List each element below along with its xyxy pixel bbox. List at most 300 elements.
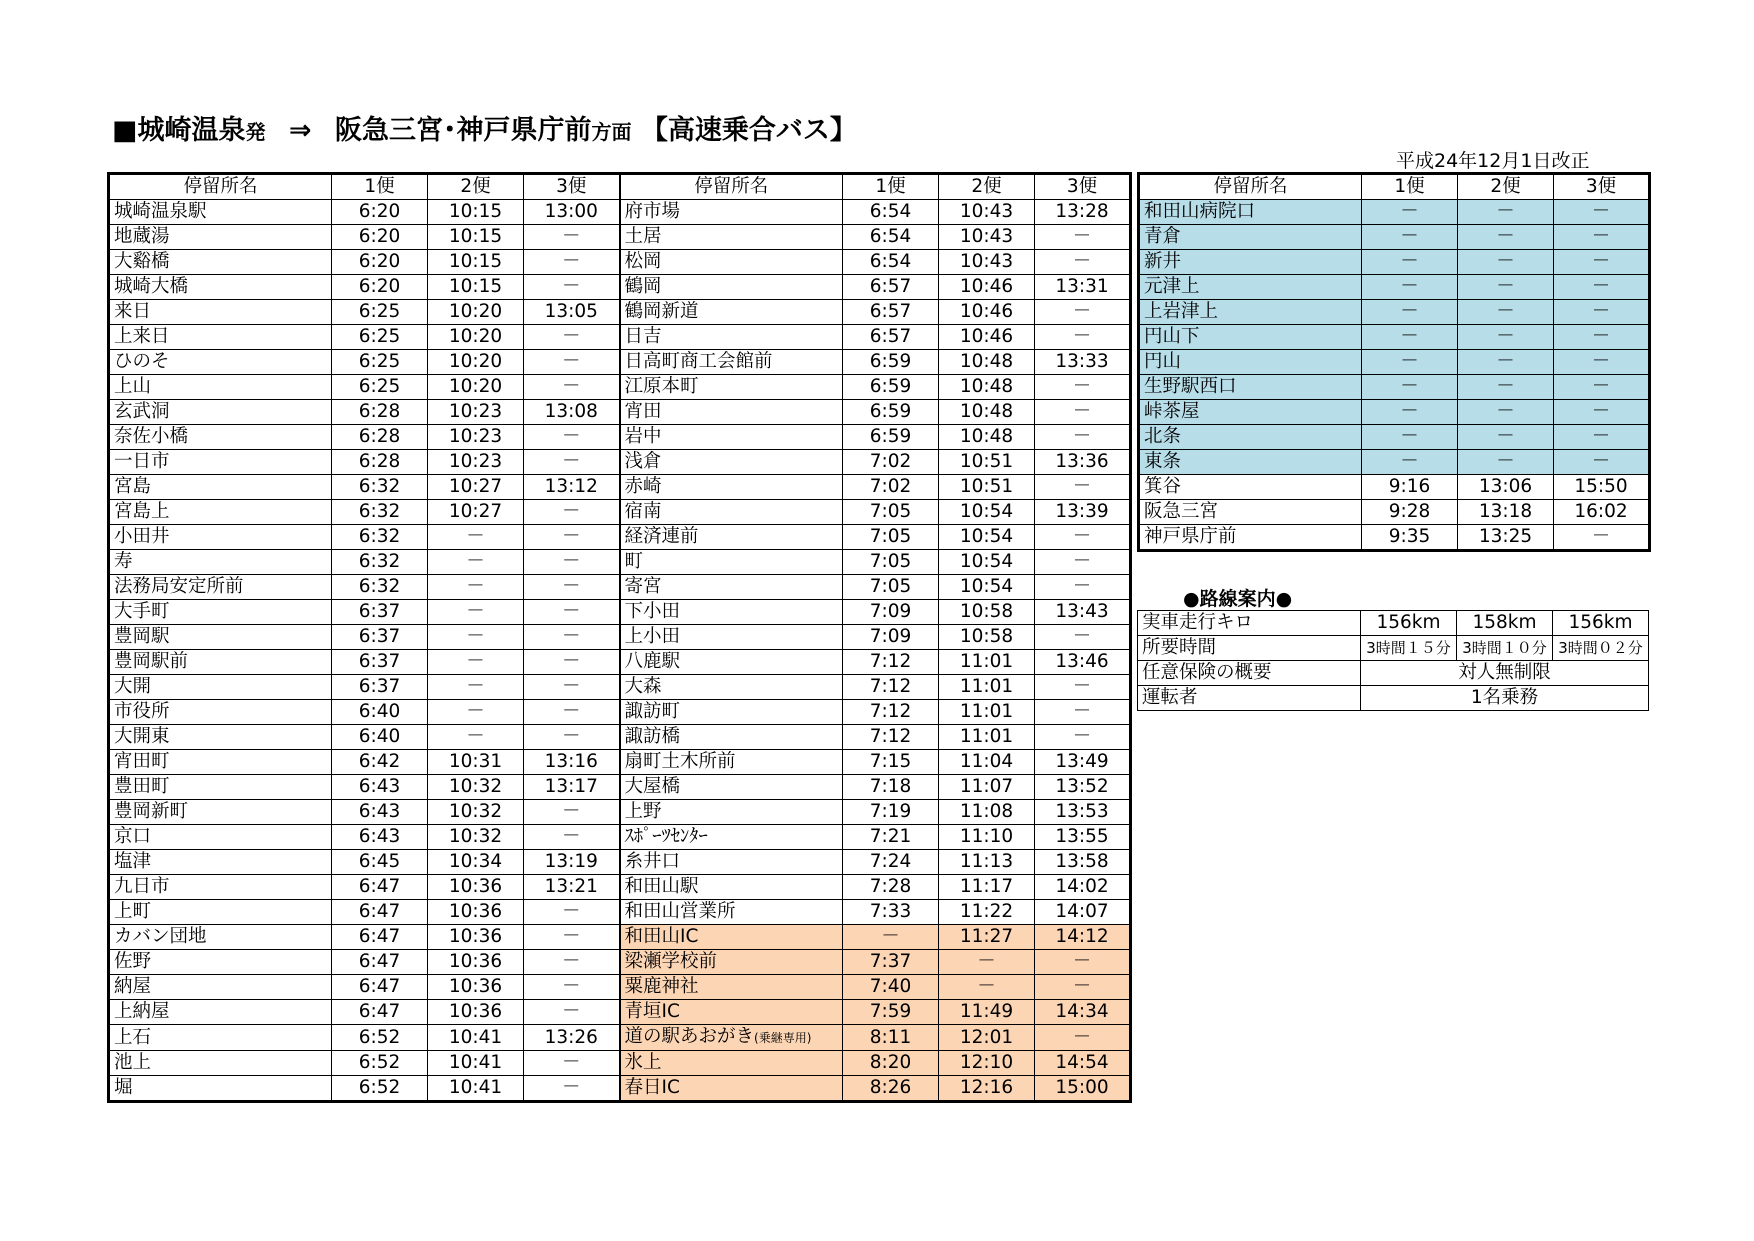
departure-time-trip-1: 6:45 — [332, 850, 428, 875]
departure-time-trip-1: 6:32 — [332, 550, 428, 575]
departure-time-trip-2: 10:54 — [939, 500, 1035, 525]
departure-time-trip-2: － — [1458, 200, 1554, 225]
departure-time-trip-2: 11:01 — [939, 675, 1035, 700]
departure-time-trip-3: 14:07 — [1035, 900, 1131, 925]
stop-name: 土居 — [620, 225, 843, 250]
departure-time-trip-2: － — [428, 625, 524, 650]
departure-time-trip-3: － — [1035, 425, 1131, 450]
title-destination: 阪急三宮･神戸県庁前 — [334, 115, 592, 146]
departure-time-trip-2: 10:36 — [428, 1000, 524, 1025]
route-info-table — [1137, 610, 1649, 711]
insurance-value: 対人無制限 — [1361, 661, 1649, 686]
stop-name: 九日市 — [109, 875, 332, 900]
departure-time-trip-2: 10:54 — [939, 575, 1035, 600]
table-row — [1139, 350, 1650, 375]
departure-time-trip-1: 6:54 — [843, 250, 939, 275]
stop-name: 粟鹿神社 — [620, 975, 843, 1000]
stop-name: 玄武洞 — [109, 400, 332, 425]
departure-time-trip-2: 10:43 — [939, 250, 1035, 275]
stop-name: 岩中 — [620, 425, 843, 450]
departure-time-trip-1: 6:32 — [332, 475, 428, 500]
departure-time-trip-3: 13:31 — [1035, 275, 1131, 300]
departure-time-trip-2: 10:58 — [939, 600, 1035, 625]
departure-time-trip-3: 13:39 — [1035, 500, 1131, 525]
departure-time-trip-3: － — [1035, 550, 1131, 575]
table-row — [109, 475, 1131, 500]
departure-time-trip-2: － — [1458, 225, 1554, 250]
table-row — [1139, 425, 1650, 450]
departure-time-trip-3: 14:54 — [1035, 1051, 1131, 1076]
table-row — [109, 325, 1131, 350]
departure-time-trip-2: 11:17 — [939, 875, 1035, 900]
departure-time-trip-2: 10:36 — [428, 925, 524, 950]
departure-time-trip-1: 7:02 — [843, 475, 939, 500]
departure-time-trip-2: － — [428, 525, 524, 550]
departure-time-trip-3: － — [1554, 225, 1650, 250]
stop-name: 生野駅西口 — [1139, 375, 1362, 400]
departure-time-trip-3: － — [1554, 200, 1650, 225]
stop-name: 梁瀬学校前 — [620, 950, 843, 975]
departure-time-trip-3: － — [1554, 250, 1650, 275]
table-row — [109, 275, 1131, 300]
page-title — [112, 108, 857, 147]
departure-time-trip-1: 6:54 — [843, 225, 939, 250]
header-trip-3: 3便 — [1554, 174, 1650, 200]
departure-time-trip-2: 10:46 — [939, 325, 1035, 350]
departure-time-trip-2: 11:01 — [939, 650, 1035, 675]
departure-time-trip-2: 13:18 — [1458, 500, 1554, 525]
departure-time-trip-1: 6:43 — [332, 775, 428, 800]
departure-time-trip-2: 10:15 — [428, 250, 524, 275]
departure-time-trip-1: 7:37 — [843, 950, 939, 975]
departure-time-trip-2: 10:27 — [428, 475, 524, 500]
departure-time-trip-2: 10:46 — [939, 275, 1035, 300]
departure-time-trip-1: 6:37 — [332, 600, 428, 625]
departure-time-trip-3: － — [1554, 350, 1650, 375]
departure-time-trip-3: 13:16 — [524, 750, 620, 775]
departure-time-trip-3: － — [524, 950, 620, 975]
stop-name: 上来日 — [109, 325, 332, 350]
departure-time-trip-3: － — [524, 625, 620, 650]
departure-time-trip-3: － — [524, 275, 620, 300]
departure-time-trip-1: 6:59 — [843, 350, 939, 375]
table-row — [109, 625, 1131, 650]
departure-time-trip-1: 6:59 — [843, 375, 939, 400]
departure-time-trip-3: 13:53 — [1035, 800, 1131, 825]
departure-time-trip-1: 6:37 — [332, 675, 428, 700]
table-row — [1139, 500, 1650, 525]
departure-time-trip-2: 10:36 — [428, 975, 524, 1000]
stop-name: 松岡 — [620, 250, 843, 275]
departure-time-trip-1: － — [1362, 300, 1458, 325]
departure-time-trip-1: 6:40 — [332, 700, 428, 725]
departure-time-trip-1: 6:47 — [332, 900, 428, 925]
departure-time-trip-1: 7:12 — [843, 700, 939, 725]
table-row — [109, 600, 1131, 625]
departure-time-trip-3: － — [1035, 225, 1131, 250]
table-row — [109, 950, 1131, 975]
departure-time-trip-1: 6:25 — [332, 375, 428, 400]
header-right-trip-2: 2便 — [939, 174, 1035, 200]
stop-name: 浅倉 — [620, 450, 843, 475]
table-row — [109, 500, 1131, 525]
departure-time-trip-1: － — [1362, 450, 1458, 475]
stop-name: 寿 — [109, 550, 332, 575]
departure-time-trip-3: － — [524, 725, 620, 750]
distance-label: 実車走行キロ — [1138, 611, 1361, 636]
driver-label: 運転者 — [1138, 686, 1361, 711]
table-row — [1139, 375, 1650, 400]
departure-time-trip-3: － — [1554, 275, 1650, 300]
stop-name: 鶴岡新道 — [620, 300, 843, 325]
departure-time-trip-2: 10:48 — [939, 375, 1035, 400]
stop-name: 京口 — [109, 825, 332, 850]
departure-time-trip-1: 6:47 — [332, 1000, 428, 1025]
departure-time-trip-2: 13:25 — [1458, 525, 1554, 551]
departure-time-trip-1: 7:21 — [843, 825, 939, 850]
departure-time-trip-1: 6:32 — [332, 500, 428, 525]
table-row — [1139, 475, 1650, 500]
stop-name: 上石 — [109, 1025, 332, 1051]
departure-time-trip-3: － — [1554, 300, 1650, 325]
departure-time-trip-2: 10:58 — [939, 625, 1035, 650]
stop-name: 上納屋 — [109, 1000, 332, 1025]
departure-time-trip-2: 10:48 — [939, 350, 1035, 375]
departure-time-trip-1: 6:57 — [843, 300, 939, 325]
stop-name: ｽﾎﾟｰﾂｾﾝﾀｰ — [620, 825, 843, 850]
departure-time-trip-2: 10:20 — [428, 375, 524, 400]
stop-name: 城崎大橋 — [109, 275, 332, 300]
departure-time-trip-3: 13:26 — [524, 1025, 620, 1051]
departure-time-trip-3: － — [524, 425, 620, 450]
departure-time-trip-2: － — [1458, 400, 1554, 425]
departure-time-trip-1: 7:12 — [843, 650, 939, 675]
departure-time-trip-1: 6:37 — [332, 650, 428, 675]
table-row — [1139, 300, 1650, 325]
departure-time-trip-2: 10:51 — [939, 450, 1035, 475]
stop-name: 町 — [620, 550, 843, 575]
departure-time-trip-3: 13:19 — [524, 850, 620, 875]
departure-time-trip-2: － — [428, 725, 524, 750]
stop-name: 上野 — [620, 800, 843, 825]
departure-time-trip-2: － — [1458, 325, 1554, 350]
departure-time-trip-2: 12:10 — [939, 1051, 1035, 1076]
departure-time-trip-2: 10:41 — [428, 1051, 524, 1076]
departure-time-trip-3: － — [524, 900, 620, 925]
departure-time-trip-1: 6:28 — [332, 450, 428, 475]
table-row — [109, 450, 1131, 475]
departure-time-trip-3: － — [524, 650, 620, 675]
table-row — [109, 1051, 1131, 1076]
stop-name: 上岩津上 — [1139, 300, 1362, 325]
departure-time-trip-1: 6:20 — [332, 250, 428, 275]
departure-time-trip-2: － — [428, 600, 524, 625]
stop-name: 諏訪橋 — [620, 725, 843, 750]
departure-time-trip-1: 6:43 — [332, 800, 428, 825]
departure-time-trip-1: 7:12 — [843, 675, 939, 700]
driver-value: 1名乗務 — [1361, 686, 1649, 711]
departure-time-trip-1: 7:15 — [843, 750, 939, 775]
departure-time-trip-2: 11:22 — [939, 900, 1035, 925]
departure-time-trip-3: 13:49 — [1035, 750, 1131, 775]
departure-time-trip-3: － — [1035, 725, 1131, 750]
stop-name: 氷上 — [620, 1051, 843, 1076]
route-distance-row — [1138, 611, 1649, 636]
departure-time-trip-1: － — [843, 925, 939, 950]
title-service: 【高速乗合バス】 — [640, 115, 857, 146]
departure-time-trip-1: 6:20 — [332, 200, 428, 225]
table-row — [1139, 250, 1650, 275]
table-row — [109, 200, 1131, 225]
departure-time-trip-3: － — [524, 225, 620, 250]
departure-time-trip-3: 13:58 — [1035, 850, 1131, 875]
stop-name: 八鹿駅 — [620, 650, 843, 675]
departure-time-trip-3: － — [524, 325, 620, 350]
stop-name: 小田井 — [109, 525, 332, 550]
header-left-trip-1: 1便 — [332, 174, 428, 200]
stop-name: 春日IC — [620, 1076, 843, 1102]
table-row — [109, 825, 1131, 850]
stop-name: 塩津 — [109, 850, 332, 875]
stop-name: 池上 — [109, 1051, 332, 1076]
departure-time-trip-1: 6:47 — [332, 975, 428, 1000]
table-row — [109, 800, 1131, 825]
departure-time-trip-3: － — [524, 450, 620, 475]
stop-name: ひのそ — [109, 350, 332, 375]
departure-time-trip-3: － — [1035, 950, 1131, 975]
stop-name: 赤崎 — [620, 475, 843, 500]
stop-name: 鶴岡 — [620, 275, 843, 300]
departure-time-trip-3: 13:05 — [524, 300, 620, 325]
duration-trip-2: 3時間１０分 — [1457, 636, 1553, 661]
departure-time-trip-2: 10:15 — [428, 200, 524, 225]
stop-name: 豊岡新町 — [109, 800, 332, 825]
departure-time-trip-2: － — [1458, 250, 1554, 275]
table-row — [1139, 275, 1650, 300]
departure-time-trip-3: － — [1554, 425, 1650, 450]
departure-time-trip-3: － — [1554, 450, 1650, 475]
table-row — [109, 300, 1131, 325]
departure-time-trip-2: 12:01 — [939, 1025, 1035, 1051]
distance-trip-3: 156km — [1553, 611, 1649, 636]
departure-time-trip-2: 11:07 — [939, 775, 1035, 800]
title-arrow: ⇒ — [288, 115, 312, 146]
departure-time-trip-3: － — [524, 575, 620, 600]
stop-name: カバン団地 — [109, 925, 332, 950]
stop-name: 円山 — [1139, 350, 1362, 375]
departure-time-trip-2: － — [428, 575, 524, 600]
stop-name: 和田山病院口 — [1139, 200, 1362, 225]
departure-time-trip-1: 7:09 — [843, 600, 939, 625]
stop-name: 上山 — [109, 375, 332, 400]
departure-time-trip-1: － — [1362, 275, 1458, 300]
departure-time-trip-2: 10:41 — [428, 1076, 524, 1102]
stop-name: 宮島上 — [109, 500, 332, 525]
stop-name: 諏訪町 — [620, 700, 843, 725]
departure-time-trip-1: － — [1362, 375, 1458, 400]
duration-trip-1: 3時間１５分 — [1361, 636, 1457, 661]
departure-time-trip-3: － — [1035, 1025, 1131, 1051]
departure-time-trip-3: 15:50 — [1554, 475, 1650, 500]
departure-time-trip-3: 13:55 — [1035, 825, 1131, 850]
table-row — [1139, 450, 1650, 475]
departure-time-trip-2: － — [1458, 300, 1554, 325]
stop-name: 円山下 — [1139, 325, 1362, 350]
departure-time-trip-1: 6:28 — [332, 400, 428, 425]
departure-time-trip-2: 10:20 — [428, 350, 524, 375]
departure-time-trip-2: － — [939, 975, 1035, 1000]
stop-name: 納屋 — [109, 975, 332, 1000]
stop-name: 大手町 — [109, 600, 332, 625]
departure-time-trip-2: － — [1458, 275, 1554, 300]
departure-time-trip-1: 6:20 — [332, 275, 428, 300]
table-row — [109, 875, 1131, 900]
departure-time-trip-1: 6:20 — [332, 225, 428, 250]
distance-trip-2: 158km — [1457, 611, 1553, 636]
header-left-trip-3: 3便 — [524, 174, 620, 200]
stop-name-text: 道の駅あおがき — [624, 1026, 755, 1047]
stop-name: 寄宮 — [620, 575, 843, 600]
departure-time-trip-2: 10:20 — [428, 325, 524, 350]
departure-time-trip-3: 13:52 — [1035, 775, 1131, 800]
departure-time-trip-2: 11:04 — [939, 750, 1035, 775]
table-row — [1139, 525, 1650, 551]
departure-time-trip-3: － — [1554, 525, 1650, 551]
departure-time-trip-3: 13:46 — [1035, 650, 1131, 675]
stop-name: 宿南 — [620, 500, 843, 525]
departure-time-trip-2: 10:54 — [939, 550, 1035, 575]
stop-name: 東条 — [1139, 450, 1362, 475]
departure-time-trip-1: 6:52 — [332, 1025, 428, 1051]
departure-time-trip-2: 10:46 — [939, 300, 1035, 325]
stop-name: 大森 — [620, 675, 843, 700]
table-row — [1139, 225, 1650, 250]
title-origin: ■城崎温泉 — [112, 115, 246, 146]
departure-time-trip-1: 7:05 — [843, 550, 939, 575]
stop-name: 北条 — [1139, 425, 1362, 450]
departure-time-trip-3: 13:33 — [1035, 350, 1131, 375]
stop-name: 上町 — [109, 900, 332, 925]
table-row — [109, 900, 1131, 925]
table-row — [109, 650, 1131, 675]
table-row — [109, 550, 1131, 575]
departure-time-trip-3: － — [1035, 325, 1131, 350]
stop-name: 佐野 — [109, 950, 332, 975]
departure-time-trip-3: 13:17 — [524, 775, 620, 800]
departure-time-trip-3: － — [524, 1051, 620, 1076]
departure-time-trip-3: － — [1554, 375, 1650, 400]
departure-time-trip-2: 12:16 — [939, 1076, 1035, 1102]
header-right-stop: 停留所名 — [620, 174, 843, 200]
departure-time-trip-2: 10:48 — [939, 425, 1035, 450]
departure-time-trip-3: － — [524, 600, 620, 625]
table-row — [109, 675, 1131, 700]
departure-time-trip-3: － — [1035, 975, 1131, 1000]
stop-name: 大谿橋 — [109, 250, 332, 275]
departure-time-trip-3: － — [524, 975, 620, 1000]
stop-name: 宵田町 — [109, 750, 332, 775]
departure-time-trip-2: － — [1458, 375, 1554, 400]
stop-name: 豊岡駅前 — [109, 650, 332, 675]
stop-name: 日高町商工会館前 — [620, 350, 843, 375]
table-row — [1139, 200, 1650, 225]
departure-time-trip-3: － — [524, 375, 620, 400]
table-row — [109, 725, 1131, 750]
stop-name: 阪急三宮 — [1139, 500, 1362, 525]
departure-time-trip-3: － — [524, 250, 620, 275]
table-row — [109, 700, 1131, 725]
stop-name: 府市場 — [620, 200, 843, 225]
departure-time-trip-2: 10:31 — [428, 750, 524, 775]
route-insurance-row — [1138, 661, 1649, 686]
departure-time-trip-2: 10:27 — [428, 500, 524, 525]
departure-time-trip-2: 10:32 — [428, 775, 524, 800]
departure-time-trip-3: － — [1035, 675, 1131, 700]
departure-time-trip-1: 7:02 — [843, 450, 939, 475]
table-row — [109, 225, 1131, 250]
departure-time-trip-3: － — [1035, 300, 1131, 325]
departure-time-trip-3: － — [524, 500, 620, 525]
departure-time-trip-2: 11:01 — [939, 725, 1035, 750]
table-row — [109, 375, 1131, 400]
departure-time-trip-1: － — [1362, 400, 1458, 425]
departure-time-trip-2: － — [1458, 425, 1554, 450]
departure-time-trip-2: 11:01 — [939, 700, 1035, 725]
distance-trip-1: 156km — [1361, 611, 1457, 636]
stop-name: 一日市 — [109, 450, 332, 475]
departure-time-trip-3: 13:00 — [524, 200, 620, 225]
table-row — [109, 850, 1131, 875]
title-destination-suffix: 方面 — [591, 120, 632, 144]
departure-time-trip-1: 9:35 — [1362, 525, 1458, 551]
departure-time-trip-1: 7:40 — [843, 975, 939, 1000]
departure-time-trip-1: 9:28 — [1362, 500, 1458, 525]
table-row — [109, 575, 1131, 600]
revision-date: 平成24年12月1日改正 — [1396, 150, 1590, 172]
departure-time-trip-2: 11:10 — [939, 825, 1035, 850]
departure-time-trip-2: 10:48 — [939, 400, 1035, 425]
table-row — [109, 250, 1131, 275]
departure-time-trip-3: 13:36 — [1035, 450, 1131, 475]
departure-time-trip-1: 6:59 — [843, 425, 939, 450]
departure-time-trip-1: 7:28 — [843, 875, 939, 900]
stop-name: 箕谷 — [1139, 475, 1362, 500]
stop-name: 元津上 — [1139, 275, 1362, 300]
header-trip-2: 2便 — [1458, 174, 1554, 200]
departure-time-trip-1: － — [1362, 225, 1458, 250]
title-origin-suffix: 発 — [245, 120, 266, 144]
departure-time-trip-2: － — [1458, 350, 1554, 375]
table-row — [1139, 400, 1650, 425]
departure-time-trip-2: － — [939, 950, 1035, 975]
stop-name: 大開 — [109, 675, 332, 700]
departure-time-trip-3: 13:08 — [524, 400, 620, 425]
departure-time-trip-1: 6:32 — [332, 525, 428, 550]
departure-time-trip-2: 10:43 — [939, 225, 1035, 250]
departure-time-trip-2: 10:54 — [939, 525, 1035, 550]
departure-time-trip-1: 7:33 — [843, 900, 939, 925]
table-row — [109, 775, 1131, 800]
stop-name: 峠茶屋 — [1139, 400, 1362, 425]
departure-time-trip-3: － — [1035, 250, 1131, 275]
stop-name: 地蔵湯 — [109, 225, 332, 250]
departure-time-trip-3: － — [524, 800, 620, 825]
transfer-only-note: (乗継専用) — [754, 1031, 812, 1045]
table-row — [109, 525, 1131, 550]
departure-time-trip-2: － — [428, 700, 524, 725]
departure-time-trip-1: 6:52 — [332, 1076, 428, 1102]
stop-name: 青垣IC — [620, 1000, 843, 1025]
